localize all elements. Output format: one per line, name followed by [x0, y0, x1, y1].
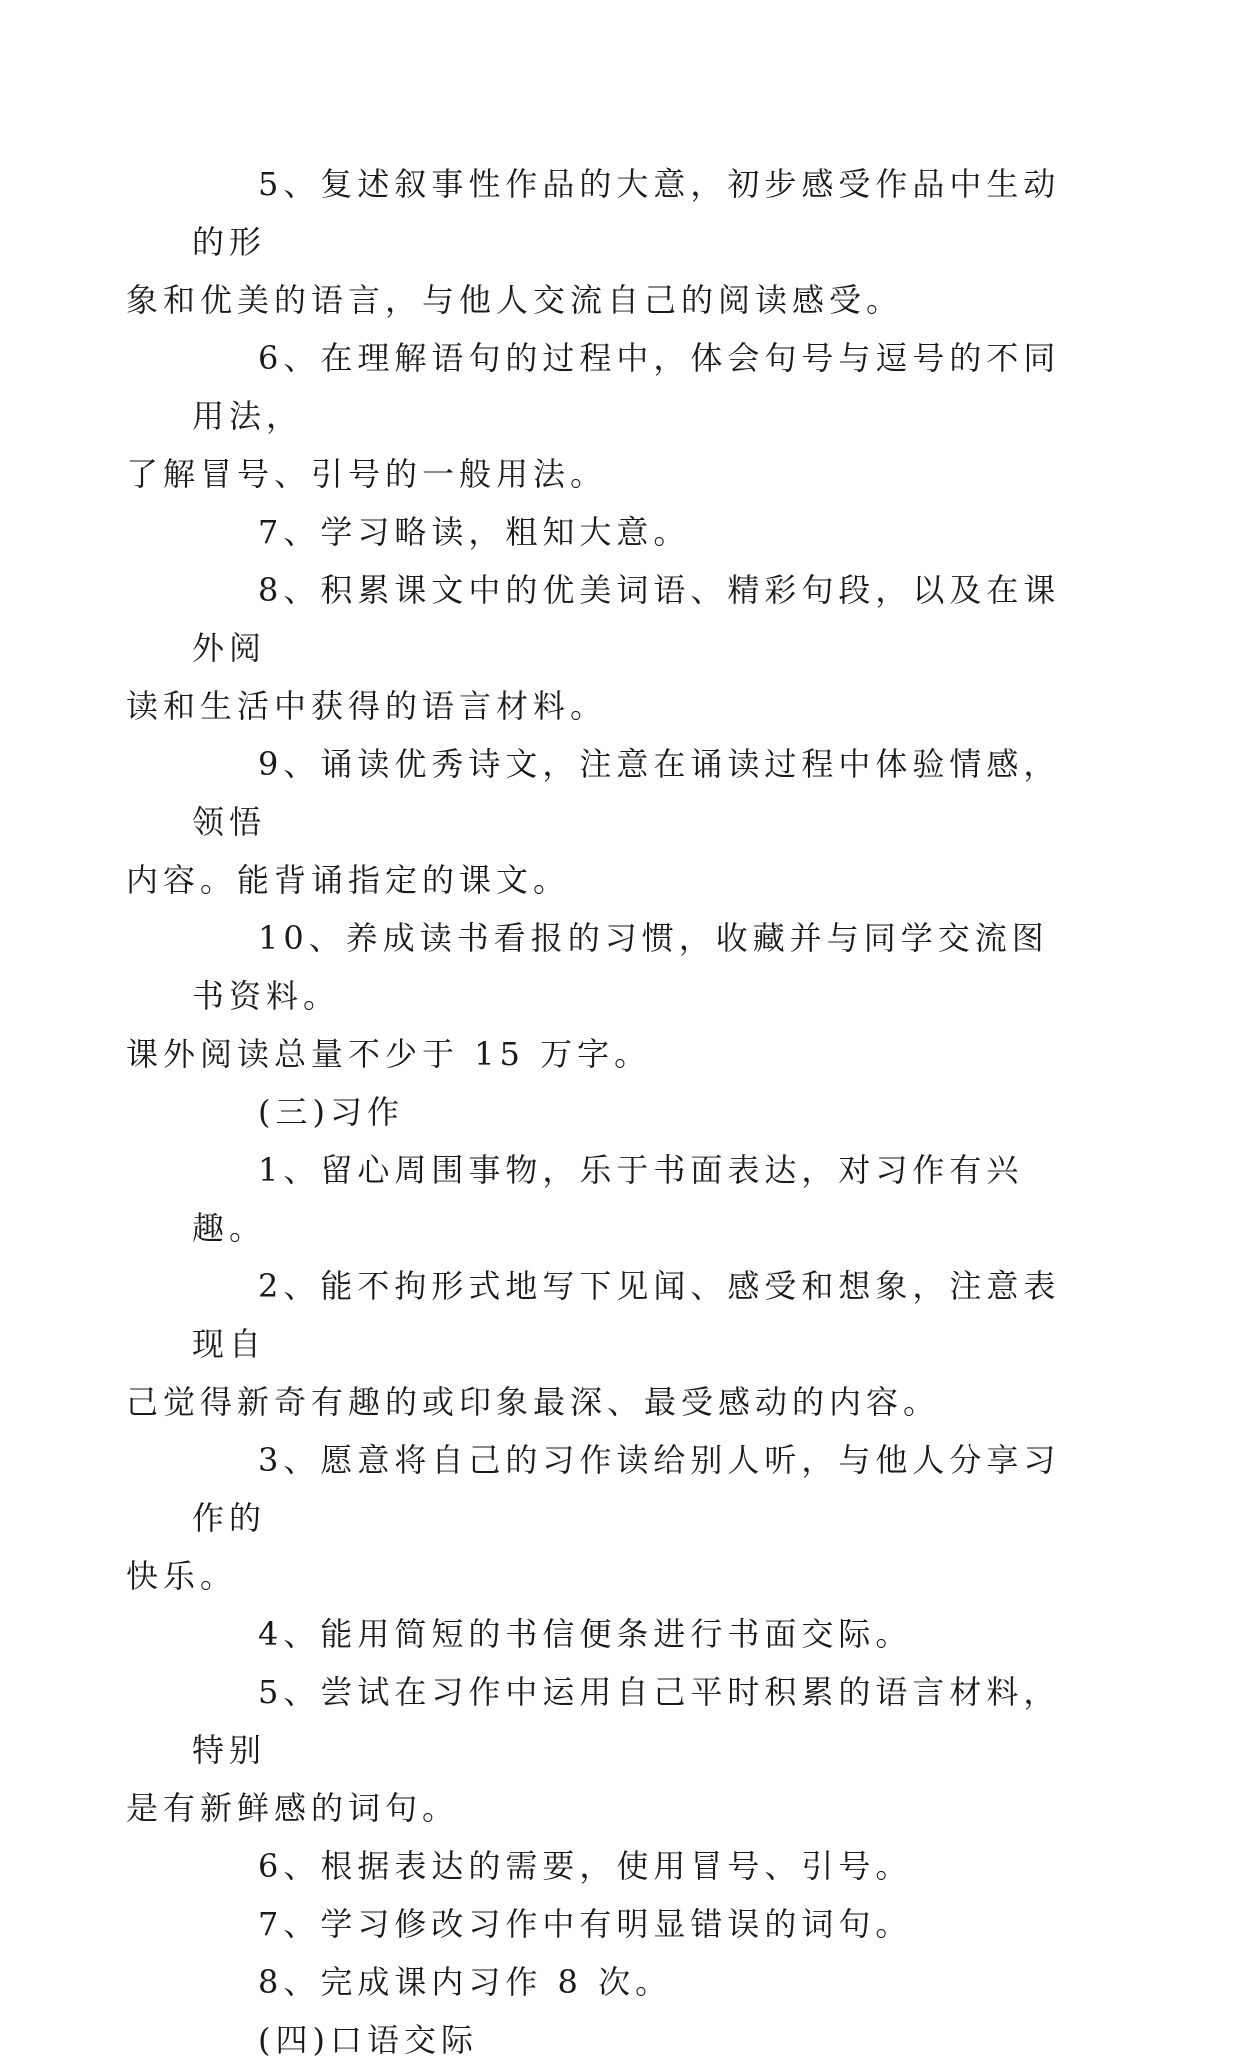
text-line: 内容。能背诵指定的课文。 [126, 861, 571, 899]
text-line: 2、能不拘形式地写下见闻、感受和想象，注意表现自 [192, 1267, 1061, 1363]
paragraph [126, 909, 1072, 1083]
text-line: 课外阅读总量不少于 15 万字。 [126, 1035, 652, 1073]
paragraph [192, 1605, 1072, 1663]
paragraph [126, 1663, 1072, 1837]
text-line: 象和优美的语言，与他人交流自己的阅读感受。 [126, 281, 904, 319]
text-line: 8、积累课文中的优美词语、精彩句段，以及在课外阅 [192, 571, 1061, 667]
paragraph [126, 561, 1072, 735]
text-line: 了解冒号、引号的一般用法。 [126, 455, 608, 493]
section-heading [192, 1083, 1072, 1141]
text-line: 10、养成读书看报的习惯，收藏并与同学交流图书资料。 [192, 919, 1049, 1015]
paragraph [192, 1837, 1072, 1895]
paragraph [126, 735, 1072, 909]
paragraph [192, 1141, 1072, 1257]
text-line: 6、在理解语句的过程中，体会句号与逗号的不同用法， [192, 339, 1061, 435]
paragraph [192, 1895, 1072, 1953]
paragraph [192, 503, 1072, 561]
text-line: 3、愿意将自己的习作读给别人听，与他人分享习作的 [192, 1441, 1061, 1537]
text-line: 7、学习略读，粗知大意。 [258, 513, 691, 551]
paragraph [126, 155, 1072, 329]
text-line: 是有新鲜感的词句。 [126, 1789, 460, 1827]
text-line: 读和生活中获得的语言材料。 [126, 687, 608, 725]
text-line: 9、诵读优秀诗文，注意在诵读过程中体验情感，领悟 [192, 745, 1061, 841]
paragraph [126, 1431, 1072, 1605]
text-line: 1、留心周围事物，乐于书面表达，对习作有兴趣。 [192, 1151, 1024, 1247]
text-line: 4、能用简短的书信便条进行书面交际。 [258, 1615, 913, 1653]
paragraph [126, 329, 1072, 503]
text-line: 己觉得新奇有趣的或印象最深、最受感动的内容。 [126, 1383, 941, 1421]
text-line: (四)口语交际 [258, 2021, 478, 2059]
text-line: (三)习作 [258, 1093, 404, 1131]
text-line: 8、完成课内习作 8 次。 [258, 1963, 673, 2001]
document-body [126, 155, 1072, 2069]
paragraph [126, 1257, 1072, 1431]
text-line: 7、学习修改习作中有明显错误的词句。 [258, 1905, 913, 1943]
text-line: 5、尝试在习作中运用自己平时积累的语言材料，特别 [192, 1673, 1061, 1769]
text-line: 6、根据表达的需要，使用冒号、引号。 [258, 1847, 913, 1885]
paragraph [192, 1953, 1072, 2011]
text-line: 快乐。 [126, 1557, 238, 1595]
text-line: 5、复述叙事性作品的大意，初步感受作品中生动的形 [192, 165, 1061, 261]
section-heading [192, 2011, 1072, 2069]
